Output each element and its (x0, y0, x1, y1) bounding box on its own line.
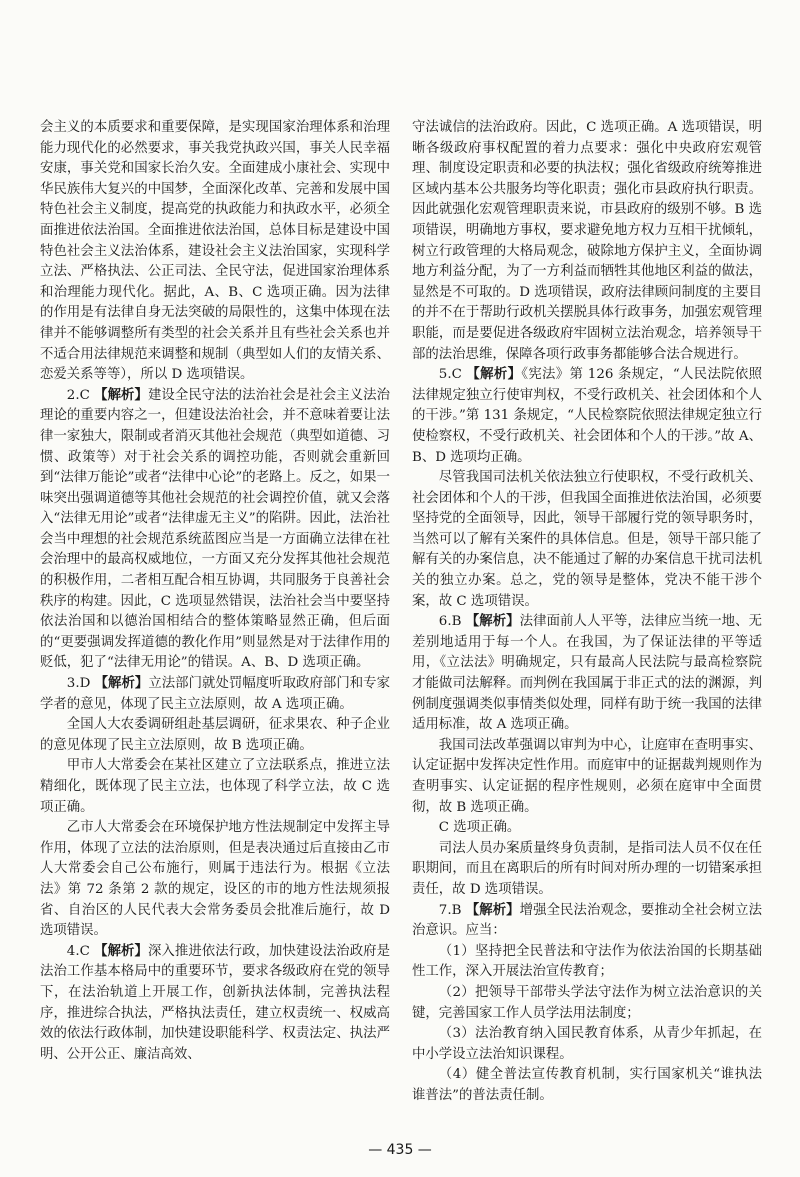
question-number: 6.B (438, 614, 462, 630)
paragraph-text: 增强全民法治观念，要推动全社会树立法治意识。应当： (412, 902, 762, 939)
answer-paragraph (40, 942, 390, 1066)
paragraph-text: （3）法治教育纳入国民教育体系，从青少年抓起，在中小学设立法治知识课程。 (412, 1026, 762, 1062)
analysis-tag: 【解析】 (465, 902, 520, 918)
text-paragraph (412, 118, 762, 365)
paragraph-text: 法律面前人人平等，法律应当统一地、无差别地适用于每一个人。在我国，为了保证法律的平等适用，《立法法》明确规定，只有最高人民法院与最高检察院才能做司法解释。而判例在我国属于非正式的法的渊源，判例制度强调类似事情类似处理，同样有助于统一我国的法律适用标准，故 A 选项正确。 (412, 614, 762, 733)
analysis-tag: 【解析】 (465, 614, 520, 630)
paragraph-text: （2）把领导干部带头学法守法作为树立法治意识的关键，完善国家工作人员学法用法制度； (412, 984, 762, 1021)
paragraph-text: 建设全民守法的法治社会是社会主义法治理论的重要内容之一，但建设法治社会，并不意味着要让法律一家独大，限制或者消灭其他社会规范（典型如道德、习惯、政策等）对于社会关系的调控功能，否则就会重新回到“法律万能论”或者“法律中心论”的老路上。反之，如果一味突出强调道德等其他社会规范的社会调控价值，就又会落入“法律无用论”或者“法律虚无主义”的陷阱。因此，法治社会当中理想的社会规范系统蓝图应当是一方面确立法律在社会治理中的最高权威地位，一方面又充分发挥其他社会规范的积极作用，二者相互配合相互协调，共同服务于良善社会秩序的构建。因此，C 选项显然错误，法治社会当中要坚持依法治国和以德治国相结合的整体策略显然正确，但后面的“更要强调发挥道德的教化作用”则显然是对于法律作用的贬低，犯了“法律无用论”的错误。A、B、D 选项正确。 (40, 387, 391, 671)
paragraph-text: 甲市人大常委会在某社区建立了立法联系点，推进立法精细化，既体现了民主立法，也体现了科学立法，故 C 选项正确。 (40, 758, 390, 815)
text-paragraph (412, 736, 762, 818)
analysis-tag: 【解析】 (94, 387, 148, 403)
paragraph-text: （4）健全普法宣传教育机制，实行国家机关“谁执法谁普法”的普法责任制。 (412, 1067, 762, 1103)
question-number: 4.C (66, 943, 90, 959)
text-paragraph (40, 818, 390, 942)
text-paragraph (412, 983, 762, 1024)
text-paragraph (40, 756, 390, 818)
answer-paragraph (40, 386, 390, 674)
paragraph-text: 立法部门就处罚幅度听取政府部门和专家学者的意见，体现了民主立法原则，故 A 选项正确。 (40, 676, 390, 712)
paragraph-text: 我国司法改革强调以审判为中心，让庭审在查明事实、认定证据中发挥决定性作用。而庭审中的证据裁判规则作为查明事实、认定证据的程序性规则，必须在庭审中全面贯彻，故 B 选项正确。 (412, 737, 762, 815)
paragraph-text: 守法诚信的法治政府。因此，C 选项正确。A 选项错误，明晰各级政府事权配置的着力点要求：强化中央政府宏观管理、制度设定职责和必要的执法权；强化省级政府统筹推进区域内基本公共服务均等化职责；强化市县政府执行职责。因此就强化宏观管理职责来说，市县政府的级别不够。B 选项错误，明确地方事权，要求避免地方权力互相干扰倾轧，树立行政管理的大格局观念，破除地方保护主义，全面协调地方利益分配，为了一方利益而牺牲其他地区利益的做法，显然是不可取的。D 选项错误，政府法律顾问制度的主要目的并不在于帮助行政机关摆脱具体行政事务，加强宏观管理职能，而是要促进各级政府牢固树立法治观念，培养领导干部的法治思维，保障各项行政事务都能够合法合规进行。 (412, 120, 762, 362)
question-number: 3.D (66, 676, 91, 692)
answer-paragraph (412, 901, 762, 942)
text-paragraph (40, 715, 390, 756)
answer-paragraph (412, 365, 762, 468)
text-paragraph (412, 942, 762, 983)
analysis-tag: 【解析】 (466, 367, 522, 383)
paragraph-text: 深入推进依法行政，加快建设法治政府是法治工作基本格局中的重要环节，要求各级政府在党的领导下，在法治轨道上开展工作，创新执法体制，完善执法程序，推进综合执法，严格执法责任，建立权责统一、权威高效的依法行政体制，加快建设职能科学、权责法定、执法严明、公开公正、廉洁高效、 (40, 943, 391, 1062)
paragraph-text: 会主义的本质要求和重要保障，是实现国家治理体系和治理能力现代化的必然要求，事关我党执政兴国，事关人民幸福安康，事关党和国家长治久安。全面建成小康社会、实现中华民族伟大复兴的中国梦，全面深化改革、完善和发展中国特色社会主义制度，提高党的执政能力和执政水平，必须全面推进依法治国。全面推进依法治国，总体目标是建设中国特色社会主义法治体系，建设社会主义法治国家，实现科学立法、严格执法、公正司法、全民守法，促进国家治理体系和治理能力现代化。据此，A、B、C 选项正确。因为法律的作用是有法律自身无法突破的局限性的，这集中体现在法律并不能够调整所有类型的社会关系并且有些社会关系也并不适合用法律规范来调整和规制（典型如人们的友情关系、恋爱关系等等），所以 D 选项错误。 (40, 120, 390, 383)
text-paragraph (412, 818, 762, 839)
answer-paragraph (412, 612, 762, 736)
text-paragraph (412, 1065, 762, 1106)
paragraph-text: 司法人员办案质量终身负责制，是指司法人员不仅在任职期间，而且在离职后的所有时间对所办理的一切错案承担责任，故 D 选项错误。 (412, 840, 762, 897)
right-column (412, 118, 762, 1107)
paragraph-text: 乙市人大常委会在环境保护地方性法规制定中发挥主导作用，体现了立法的法治原则，但是表决通过后直接由乙市人大常委会自己公布施行，则属于违法行为。根据《立法法》第 72 条第 2 款的规定，设区的市的地方性法规须报省、自治区的人民代表大会常务委员会批准后施行，故 D 选项错误。 (40, 820, 390, 939)
page-number: — 435 — (368, 1142, 432, 1158)
text-paragraph (412, 1024, 762, 1065)
question-number: 5.C (438, 367, 462, 383)
paragraph-text: 尽管我国司法机关依法独立行使职权，不受行政机关、社会团体和个人的干涉，但我国全面推进依法治国，必须要坚持党的全面领导，因此，领导干部履行党的领导职务时，当然可以了解有关案件的具体信息。但是，领导干部只能了解有关的办案信息，决不能通过了解的办案信息干扰司法机关的独立办案。总之，党的领导是整体，党决不能干涉个案，故 C 选项错误。 (412, 470, 762, 609)
question-number: 2.C (66, 387, 90, 403)
text-paragraph (412, 468, 762, 612)
analysis-tag: 【解析】 (94, 943, 148, 959)
text-paragraph (412, 839, 762, 901)
answer-paragraph (40, 674, 390, 715)
paragraph-text: 《宪法》第 126 条规定，“人民法院依照法律规定独立行使审判权，不受行政机关、社会团体和个人的干涉。”第 131 条规定，“人民检察院依照法律规定独立行使检察权，不受行政机关、社会团体和个人的干涉。”故 A、B、D 选项均正确。 (412, 367, 763, 465)
left-column (40, 118, 390, 1065)
paragraph-text: 全国人大农委调研组赴基层调研，征求果农、种子企业的意见体现了民主立法原则，故 B 选项正确。 (40, 717, 390, 753)
paragraph-text: C 选项正确。 (438, 820, 521, 836)
analysis-tag: 【解析】 (94, 676, 149, 692)
paragraph-text: （1）坚持把全民普法和守法作为依法治国的长期基础性工作，深入开展法治宣传教育； (412, 943, 762, 980)
text-paragraph (40, 118, 390, 386)
question-number: 7.B (438, 902, 462, 918)
